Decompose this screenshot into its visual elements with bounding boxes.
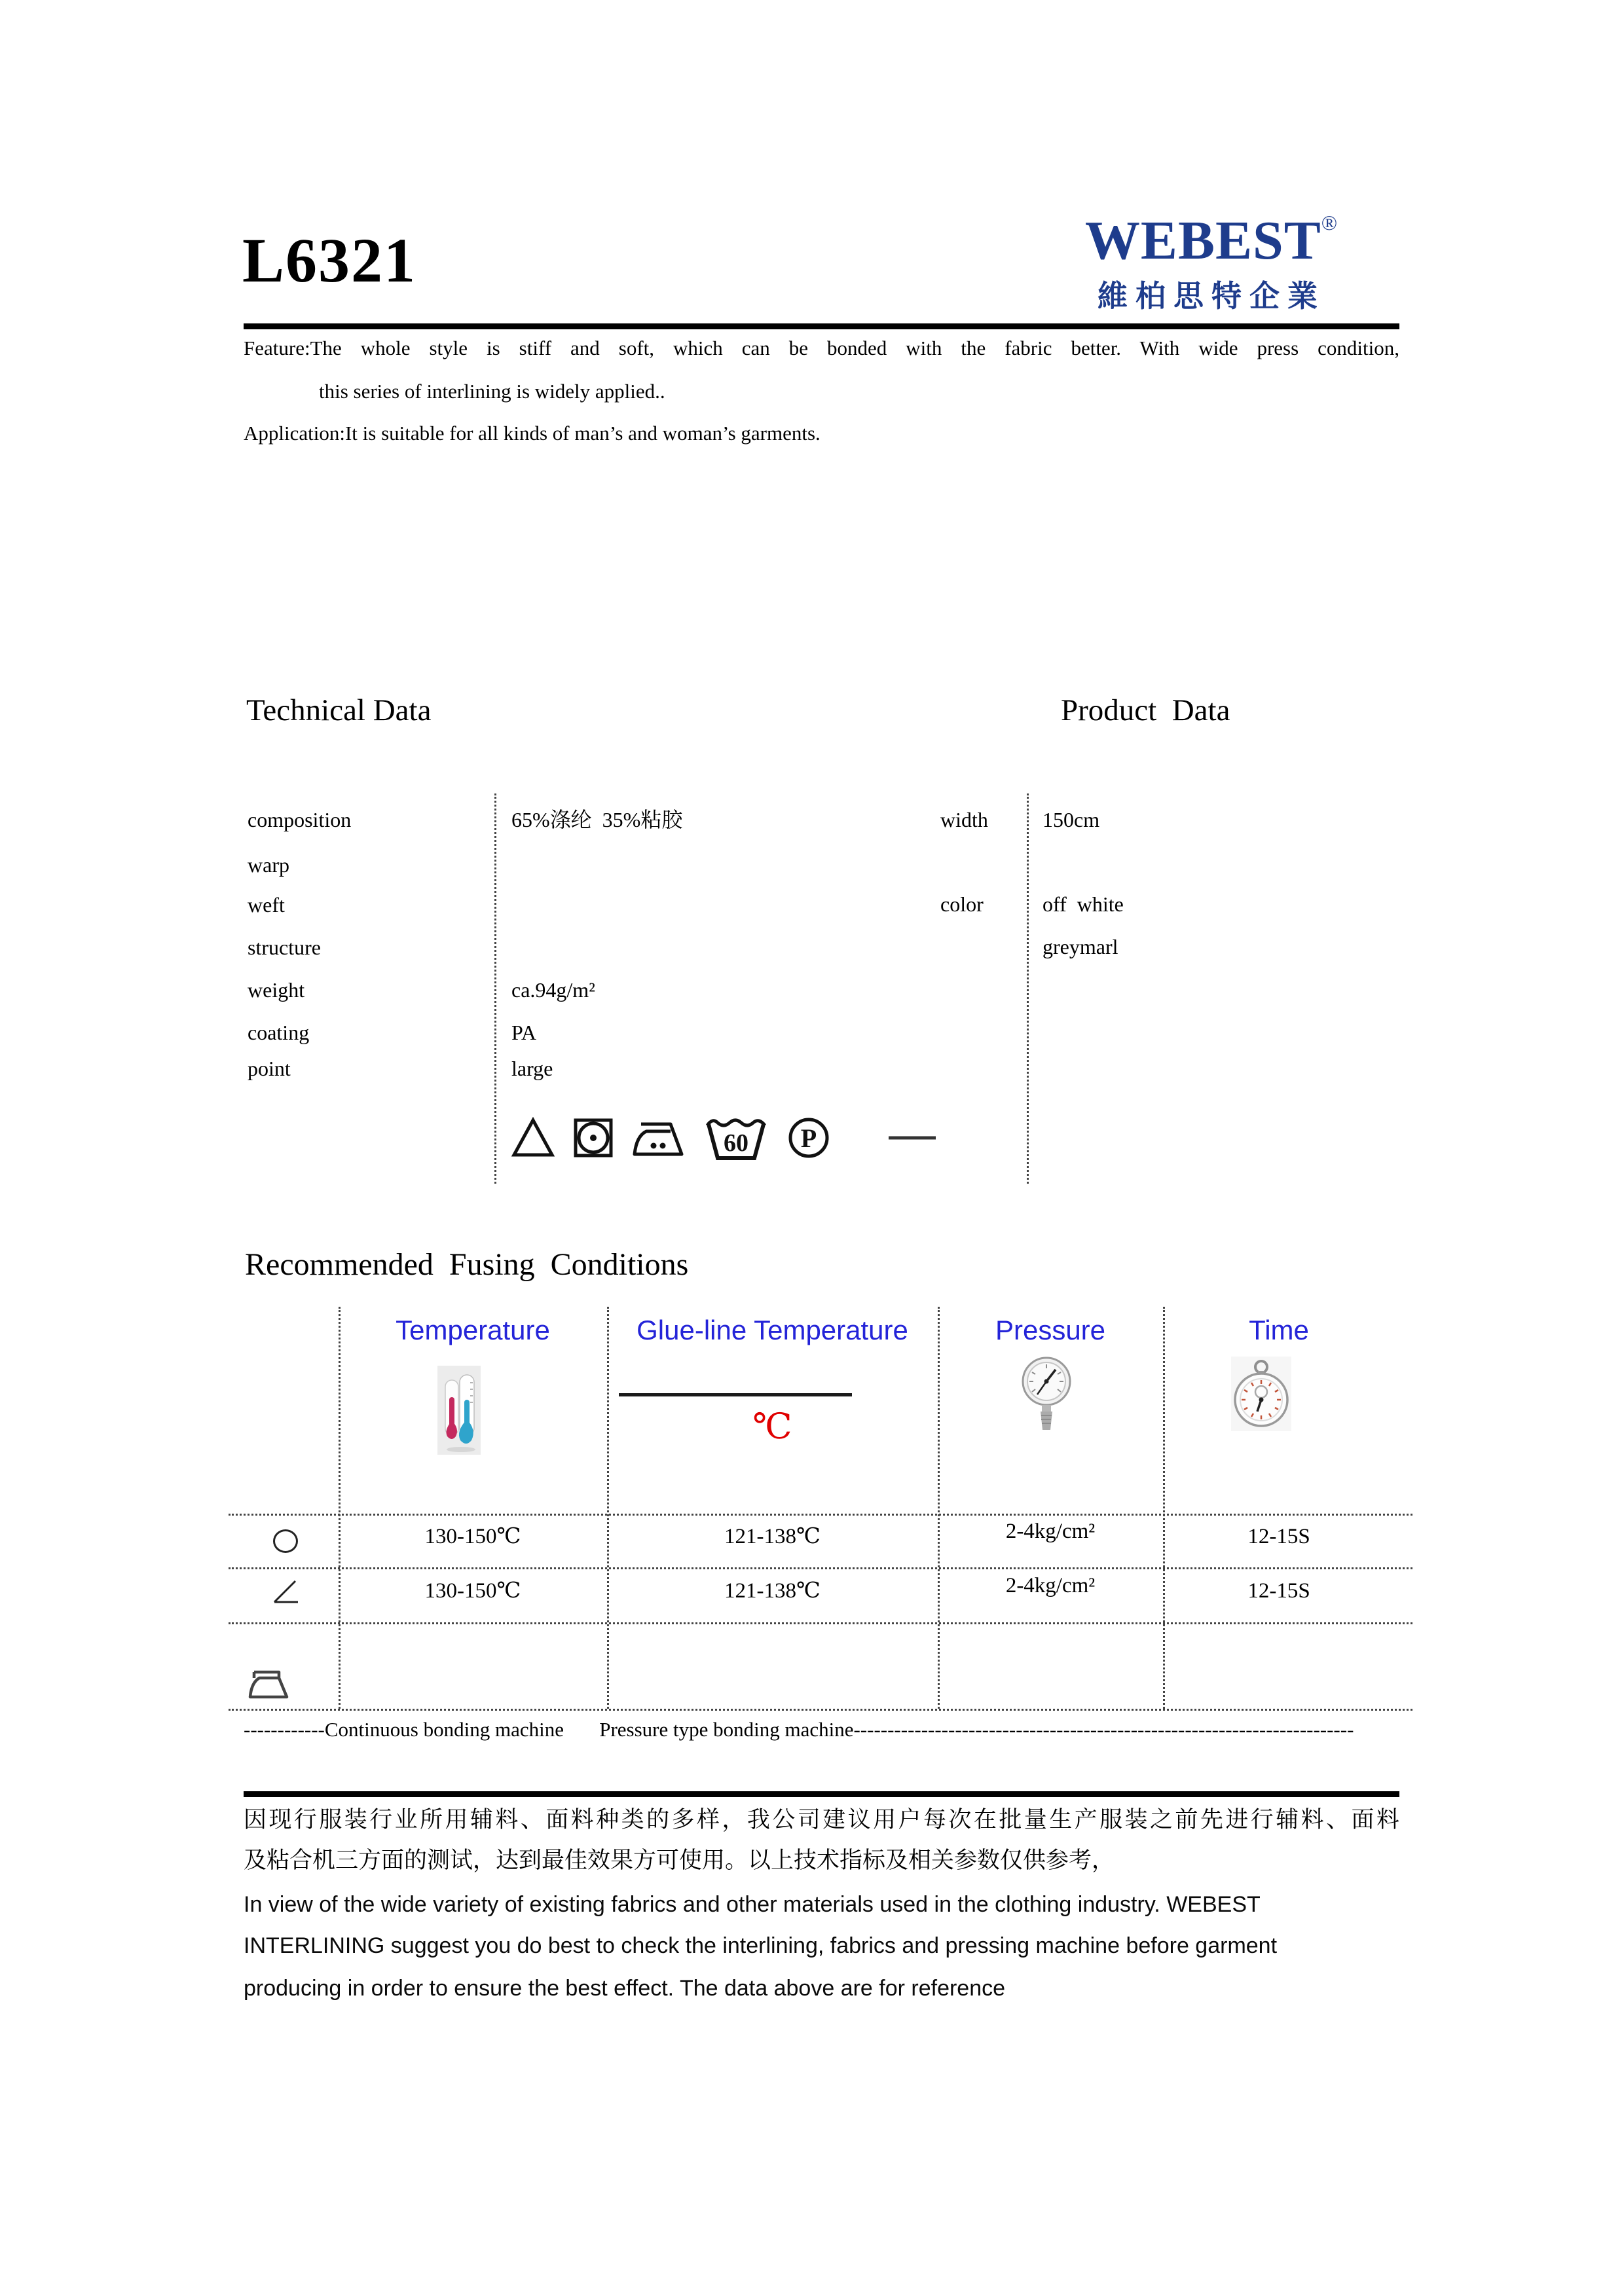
- disclaimer-cn-line1: 因现行服装行业所用辅料、面料种类的多样，我公司建议用户每次在批量生产服装之前先进行辅料、面料: [244, 1807, 1399, 1832]
- tech-label-weft: weft: [248, 893, 285, 917]
- fusing-row2-time: 12-15S: [1247, 1579, 1310, 1603]
- dry-flat-line-icon: [887, 1135, 937, 1141]
- iron-two-dots-icon: [632, 1118, 684, 1157]
- stopwatch-icon: [1231, 1357, 1291, 1431]
- feature-text-line2: this series of interlining is widely applied..: [319, 380, 665, 403]
- tech-label-warp: warp: [248, 853, 289, 877]
- technical-data-heading: Technical Data: [246, 693, 432, 727]
- fusing-row2-glue-line: 121-138℃: [724, 1579, 821, 1603]
- tech-label-coating: coating: [248, 1021, 310, 1044]
- product-value-color1: off white: [1043, 892, 1124, 916]
- fusing-row-divider-2: [229, 1567, 1412, 1569]
- page-title: L6321: [242, 225, 417, 295]
- registered-trademark-icon: ®: [1321, 211, 1338, 234]
- fusing-row2-pressure: 2-4kg/cm²: [1005, 1574, 1096, 1597]
- tech-label-point: point: [248, 1057, 291, 1080]
- brand-wordmark: [1058, 195, 1365, 271]
- bonding-machine-footnote: ------------Continuous bonding machine Pressure type bonding machine--------------------------------------------------------------------------: [244, 1718, 1354, 1741]
- brand-logo: [1058, 195, 1365, 316]
- fusing-conditions-heading: Recommended Fusing Conditions: [245, 1247, 689, 1282]
- brand-name: WEBEST: [1084, 210, 1321, 271]
- disclaimer-cn-line2: 及粘合机三方面的测试，达到最佳效果方可使用。以上技术指标及相关参数仅供参考，: [244, 1848, 1115, 1873]
- brand-company-cn: 維柏思特企業: [1098, 280, 1325, 313]
- fusing-row1-pressure: 2-4kg/cm²: [1005, 1520, 1096, 1543]
- fusing-row-divider-4: [229, 1709, 1412, 1711]
- fusing-col-divider-2: [607, 1307, 609, 1709]
- fusing-row2-temperature: 130-150℃: [424, 1579, 521, 1603]
- fusing-row1-glue-line: 121-138℃: [724, 1525, 821, 1548]
- fusing-col-time: Time: [1249, 1315, 1309, 1345]
- disclaimer-en-line1: In view of the wide variety of existing fabrics and other materials used in the clothing industry. WEBEST: [244, 1892, 1261, 1917]
- dry-clean-letter: P: [800, 1123, 817, 1153]
- fusing-row2-angle-icon: [270, 1578, 301, 1605]
- product-table-divider: [1027, 793, 1029, 1184]
- fusing-row3-iron-icon: [246, 1667, 291, 1701]
- wash-temp-label: 60: [724, 1129, 748, 1157]
- product-label-width: width: [940, 808, 988, 831]
- product-value-width: 150cm: [1043, 808, 1100, 831]
- tech-label-structure: structure: [248, 936, 321, 959]
- tech-value-point: large: [511, 1057, 553, 1080]
- tech-label-composition: composition: [248, 808, 352, 831]
- disclaimer-en-line3: producing in order to ensure the best effect. The data above are for reference: [244, 1976, 1006, 2001]
- technical-table-divider: [494, 793, 496, 1184]
- glue-line-unit-label: ℃: [752, 1407, 792, 1446]
- tech-value-weight: ca.94g/m²: [511, 978, 595, 1002]
- fusing-col-divider-3: [938, 1307, 940, 1709]
- fusing-row-divider-3: [229, 1622, 1412, 1624]
- fusing-col-pressure: Pressure: [995, 1315, 1106, 1345]
- fusing-col-glue-line: Glue-line Temperature: [637, 1315, 908, 1345]
- feature-text-line1: Feature:The whole style is stiff and soft, which can be bonded with the fabric better. With wide press condition,: [244, 337, 1399, 359]
- fusing-col-temperature: Temperature: [396, 1315, 550, 1345]
- fusing-row1-temperature: 130-150℃: [424, 1525, 521, 1548]
- tumble-dry-icon: [573, 1118, 614, 1158]
- care-symbols-row: [511, 1112, 937, 1164]
- tech-label-weight: weight: [248, 978, 305, 1002]
- tech-value-composition: 65%涤纶 35%粘胶: [511, 808, 683, 831]
- header-divider: [244, 323, 1399, 329]
- fusing-row-divider-1: [229, 1514, 1412, 1516]
- dry-clean-p-icon: [788, 1117, 830, 1159]
- application-text: Application:It is suitable for all kinds of man’s and woman’s garments.: [244, 422, 821, 445]
- thermometer-icon: [437, 1366, 481, 1455]
- tech-value-coating: PA: [511, 1021, 536, 1044]
- fusing-col-divider-4: [1163, 1307, 1165, 1709]
- product-label-color: color: [940, 892, 984, 916]
- glue-line-underline: [619, 1393, 852, 1396]
- bleach-triangle-icon: [511, 1117, 555, 1159]
- pressure-gauge-icon: [1022, 1354, 1071, 1434]
- fusing-row1-time: 12-15S: [1247, 1525, 1310, 1548]
- disclaimer-en-line2: INTERLINING suggest you do best to check the interlining, fabrics and pressing machine before garment: [244, 1933, 1278, 1958]
- wash-60-icon: [703, 1114, 769, 1161]
- product-value-color2: greymarl: [1043, 935, 1118, 958]
- fusing-col-divider-1: [339, 1307, 341, 1709]
- footer-divider: [244, 1791, 1399, 1797]
- fusing-row1-circle-icon: [273, 1529, 298, 1553]
- product-data-heading: Product Data: [1061, 693, 1230, 727]
